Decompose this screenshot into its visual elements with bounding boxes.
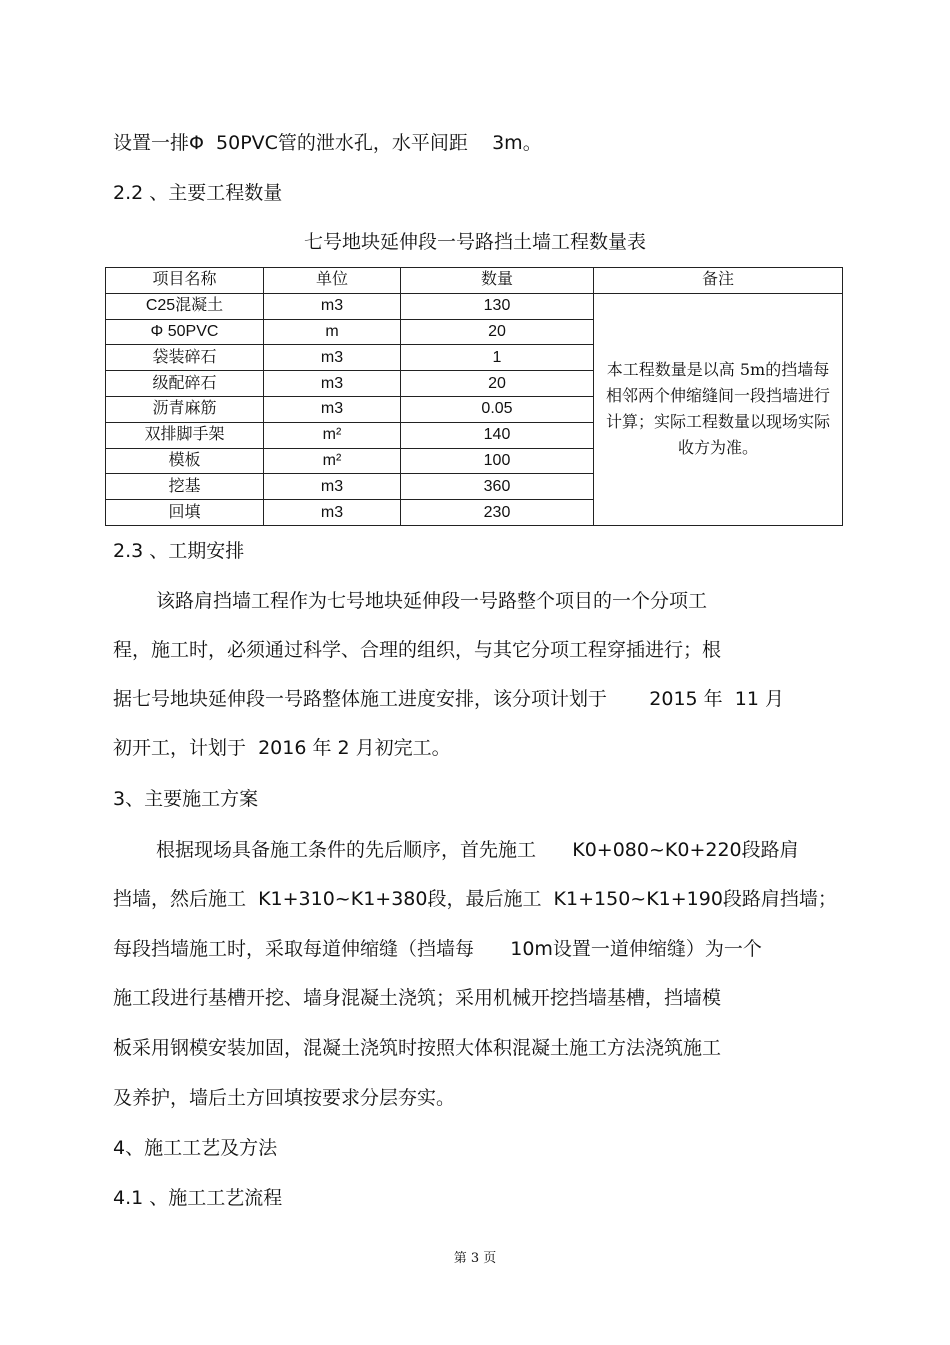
item-unit: m²	[264, 422, 401, 448]
heading-3: 3、主要施工方案	[113, 788, 259, 810]
item-unit: m²	[264, 448, 401, 474]
schedule-line-2: 程，施工时，必须通过科学、合理的组织，与其它分项工程穿插进行；根	[113, 639, 722, 661]
remark-note: 本工程数量是以高 5m的挡墙每相邻两个伸缩缝间一段挡墙进行计算；实际工程数量以现场实际收方为准。	[594, 293, 843, 525]
plan-line-6: 及养护，墙后土方回填按要求分层夯实。	[113, 1087, 456, 1109]
item-name: 模板	[106, 448, 264, 474]
heading-2-2: 2.2 、主要工程数量	[113, 182, 283, 204]
heading-2-3: 2.3 、工期安排	[113, 540, 245, 562]
item-name: 挖基	[106, 474, 264, 500]
item-quantity: 140	[401, 422, 594, 448]
schedule-line-4: 初开工，计划于 2016 年 2 月初完工。	[113, 737, 451, 759]
item-quantity: 100	[401, 448, 594, 474]
item-name: 袋装碎石	[106, 345, 264, 371]
item-unit: m3	[264, 345, 401, 371]
item-quantity: 0.05	[401, 396, 594, 422]
item-unit: m3	[264, 293, 401, 319]
page-number: 第 3 页	[453, 1251, 497, 1266]
plan-line-3: 每段挡墙施工时，采取每道伸缩缝（挡墙每 10m设置一道伸缩缝）为一个	[113, 938, 762, 960]
item-name: 沥青麻筋	[106, 396, 264, 422]
schedule-line-1: 该路肩挡墙工程作为七号地块延伸段一号路整个项目的一个分项工	[156, 590, 708, 612]
item-unit: m3	[264, 474, 401, 500]
item-unit: m3	[264, 371, 401, 397]
item-quantity: 20	[401, 371, 594, 397]
item-quantity: 20	[401, 319, 594, 345]
item-quantity: 360	[401, 474, 594, 500]
item-unit: m	[264, 319, 401, 345]
item-unit: m3	[264, 500, 401, 526]
item-quantity: 130	[401, 293, 594, 319]
plan-line-1: 根据现场具备施工条件的先后顺序，首先施工 K0+080~K0+220段路肩	[156, 839, 799, 861]
item-name: 双排脚手架	[106, 422, 264, 448]
item-quantity: 1	[401, 345, 594, 371]
item-name: 回填	[106, 500, 264, 526]
schedule-line-3: 据七号地块延伸段一号路整体施工进度安排，该分项计划于 2015 年 11 月	[113, 688, 784, 710]
table-header-row	[106, 268, 843, 294]
item-name: Φ 50PVC	[106, 319, 264, 345]
table-row	[106, 293, 843, 319]
item-unit: m3	[264, 396, 401, 422]
header-quantity: 数量	[401, 268, 594, 294]
quantity-table	[105, 267, 843, 526]
drain-hole-line: 设置一排Φ 50PVC管的泄水孔，水平间距 3m。	[113, 132, 542, 154]
heading-4-1: 4.1 、施工工艺流程	[113, 1187, 283, 1209]
plan-line-5: 板采用钢模安装加固，混凝土浇筑时按照大体积混凝土施工方法浇筑施工	[113, 1037, 722, 1059]
plan-line-4: 施工段进行基槽开挖、墙身混凝土浇筑；采用机械开挖挡墙基槽，挡墙模	[113, 987, 722, 1009]
header-item-name: 项目名称	[106, 268, 264, 294]
item-quantity: 230	[401, 500, 594, 526]
header-unit: 单位	[264, 268, 401, 294]
header-remark: 备注	[594, 268, 843, 294]
heading-4: 4、施工工艺及方法	[113, 1137, 278, 1159]
item-name: C25混凝土	[106, 293, 264, 319]
plan-line-2: 挡墙，然后施工 K1+310~K1+380段，最后施工 K1+150~K1+190段路肩挡墙；	[113, 888, 837, 910]
table-caption: 七号地块延伸段一号路挡土墙工程数量表	[303, 231, 646, 253]
item-name: 级配碎石	[106, 371, 264, 397]
